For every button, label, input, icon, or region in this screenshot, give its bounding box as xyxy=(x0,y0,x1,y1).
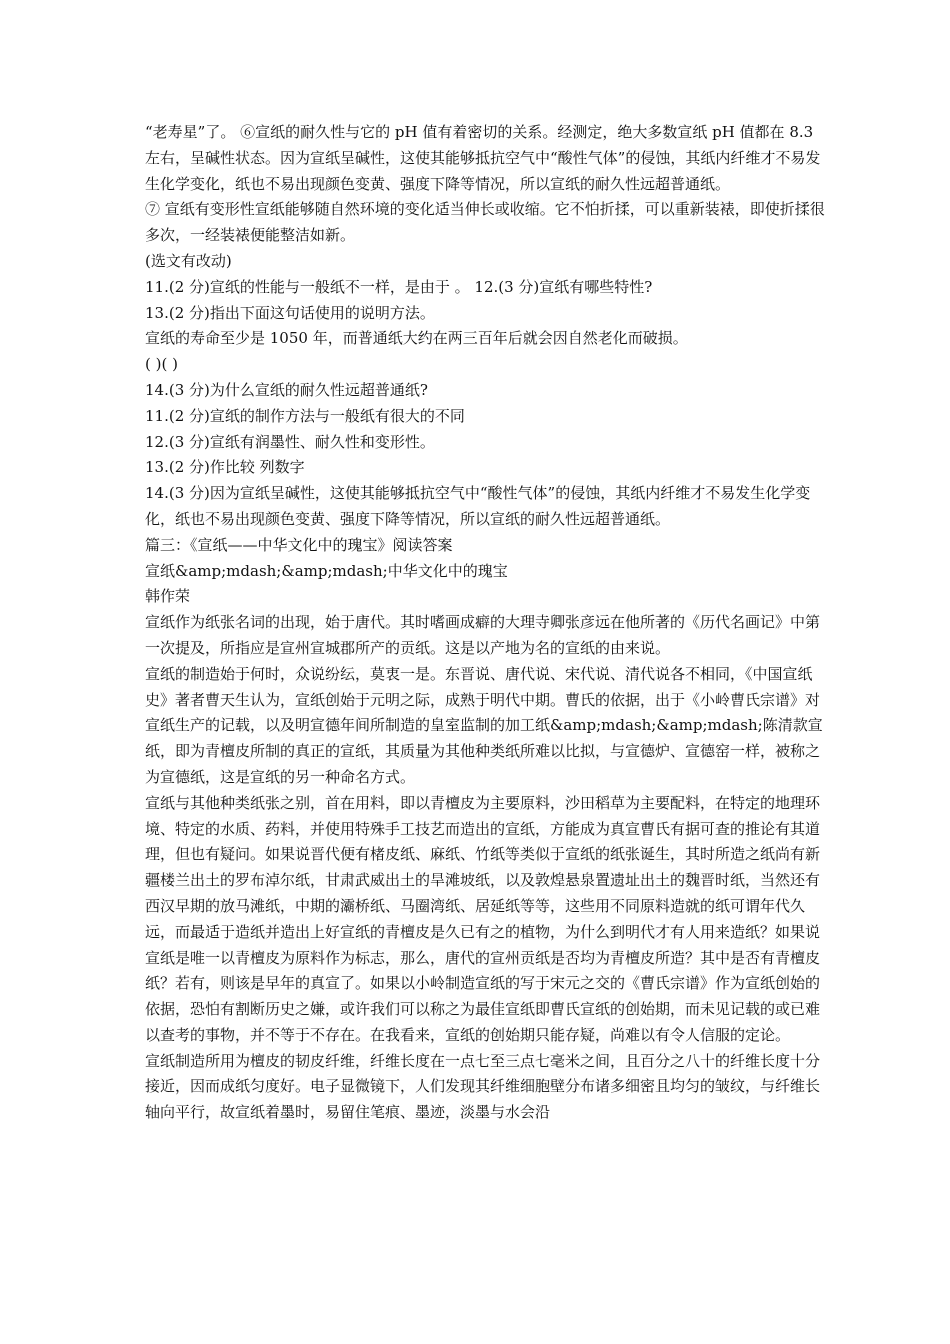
answer-13: 13.(2 分)作比较 列数字 xyxy=(145,458,305,477)
answer-14: 14.(3 分)因为宣纸呈碱性，这使其能够抵抗空气中“酸性气体”的侵蚀，其纸内纤维才不易发生化学变化，纸也不易出现颜色变黄、强度下降等情况，所以宣纸的耐久性远超普通纸。 xyxy=(145,484,811,528)
question-13: 13.(2 分)指出下面这句话使用的说明方法。 xyxy=(145,303,435,322)
question-13-blanks: ( )( ) xyxy=(145,355,178,374)
question-14: 14.(3 分)为什么宣纸的耐久性远超普通纸? xyxy=(145,380,428,399)
question-13-sentence: 宣纸的寿命至少是 1050 年，而普通纸大约在两三百年后就会因自然老化而破损。 xyxy=(145,329,688,348)
paragraph-fiber: 宣纸制造所用为檀皮的韧皮纤维，纤维长度在一点七至三点七毫米之间，且百分之八十的纤维长度十分接近，因而成纸匀度好。电子显微镜下，人们发现其纤维细胞壁分布诸多细密且均匀的皱纹，与纤维长轴向平行，故宣纸着墨时，易留住笔痕、墨迹，淡墨与水会沿 xyxy=(145,1051,821,1122)
paragraph-materials: 宣纸与其他种类纸张之别，首在用料，即以青檀皮为主要原料，沙田稻草为主要配料，在特定的地理环境、特定的水质、药料，并使用特殊手工技艺而造出的宣纸，方能成为真宣曹氏有据可查的推论有其道理，但也有疑问。如果说晋代便有楮皮纸、麻纸、竹纸等类似于宣纸的纸张诞生，其时所造之纸尚有新疆楼兰出土的罗布淖尔纸，甘肃武威出土的旱滩坡纸，以及敦煌悬泉置遗址出土的魏晋时纸，当然还有西汉早期的放马滩纸，中期的灞桥纸、马圈湾纸、居延纸等等，这些用不同原料造就的纸可谓年代久远，而最适于造纸并造出上好宣纸的青檀皮是久已有之的植物，为什么到明代才有人用来造纸？如果说宣纸是唯一以青檀皮为原料作为标志，那么，唐代的宣州贡纸是否均为青檀皮所造？其中是否有青檀皮纸？若有，则该是早年的真宣了。如果以小岭制造宣纸的写于宋元之交的《曹氏宗谱》作为宣纸创始的依据，恐怕有割断历史之嫌，或许我们可以称之为最佳宣纸即曹氏宣纸的创始期，而未见记载的或已难以查考的事物，并不等于不存在。在我看来，宣纸的创始期只能存疑，尚难以有令人信服的定论。 xyxy=(145,793,821,1044)
document-page xyxy=(145,120,827,1126)
article-title: 宣纸&amp;mdash;&amp;mdash;中华文化中的瑰宝 xyxy=(145,561,508,580)
paragraph-longevity-ph: “老寿星”了。 ⑥宣纸的耐久性与它的 pH 值有着密切的关系。经测定，绝大多数宣纸 pH 值都在 8.3 左右，呈碱性状态。因为宣纸呈碱性，这使其能够抵抗空气中“酸性气体”的侵蚀，其纸内纤维才不易发生化学变化，纸也不易出现颜色变黄、强度下降等情况，所以宣纸的耐久性远超普通纸。 xyxy=(145,123,821,193)
source-note: (选文有改动) xyxy=(145,251,232,270)
question-11-12: 11.(2 分)宣纸的性能与一般纸不一样，是由于 。 12.(3 分)宣纸有哪些特性? xyxy=(145,277,653,296)
paragraph-origin-date: 宣纸的制造始于何时，众说纷纭，莫衷一是。东晋说、唐代说、宋代说、清代说各不相同，《中国宣纸史》著者曹天生认为，宣纸创始于元明之际，成熟于明代中期。曹氏的依据，出于《小岭曹氏宗谱》对宣纸生产的记载，以及明宣德年间所制造的皇室监制的加工纸&amp;mdash;&amp;mdash;陈清款宣纸，即为青檀皮所制的真正的宣纸，其质量为其他种类纸所难以比拟，与宣德炉、宣德窑一样，被称之为宣德纸，这是宣纸的另一种命名方式。 xyxy=(145,664,823,786)
answer-12: 12.(3 分)宣纸有润墨性、耐久性和变形性。 xyxy=(145,432,435,451)
section-heading: 篇三：《宣纸——中华文化中的瑰宝》阅读答案 xyxy=(145,535,453,554)
paragraph-origin-name: 宣纸作为纸张名词的出现，始于唐代。其时嗜画成癖的大理寺卿张彦远在他所著的《历代名画记》中第一次提及，所指应是宣州宣城郡所产的贡纸。这是以产地为名的宣纸的由来说。 xyxy=(145,613,821,657)
paragraph-deformability: ⑦ 宣纸有变形性宣纸能够随自然环境的变化适当伸长或收缩。它不怕折揉，可以重新装裱，即使折揉很多次，一经装裱便能整洁如新。 xyxy=(145,200,825,245)
article-author: 韩作荣 xyxy=(145,587,191,606)
answer-11: 11.(2 分)宣纸的制作方法与一般纸有很大的不同 xyxy=(145,406,465,425)
